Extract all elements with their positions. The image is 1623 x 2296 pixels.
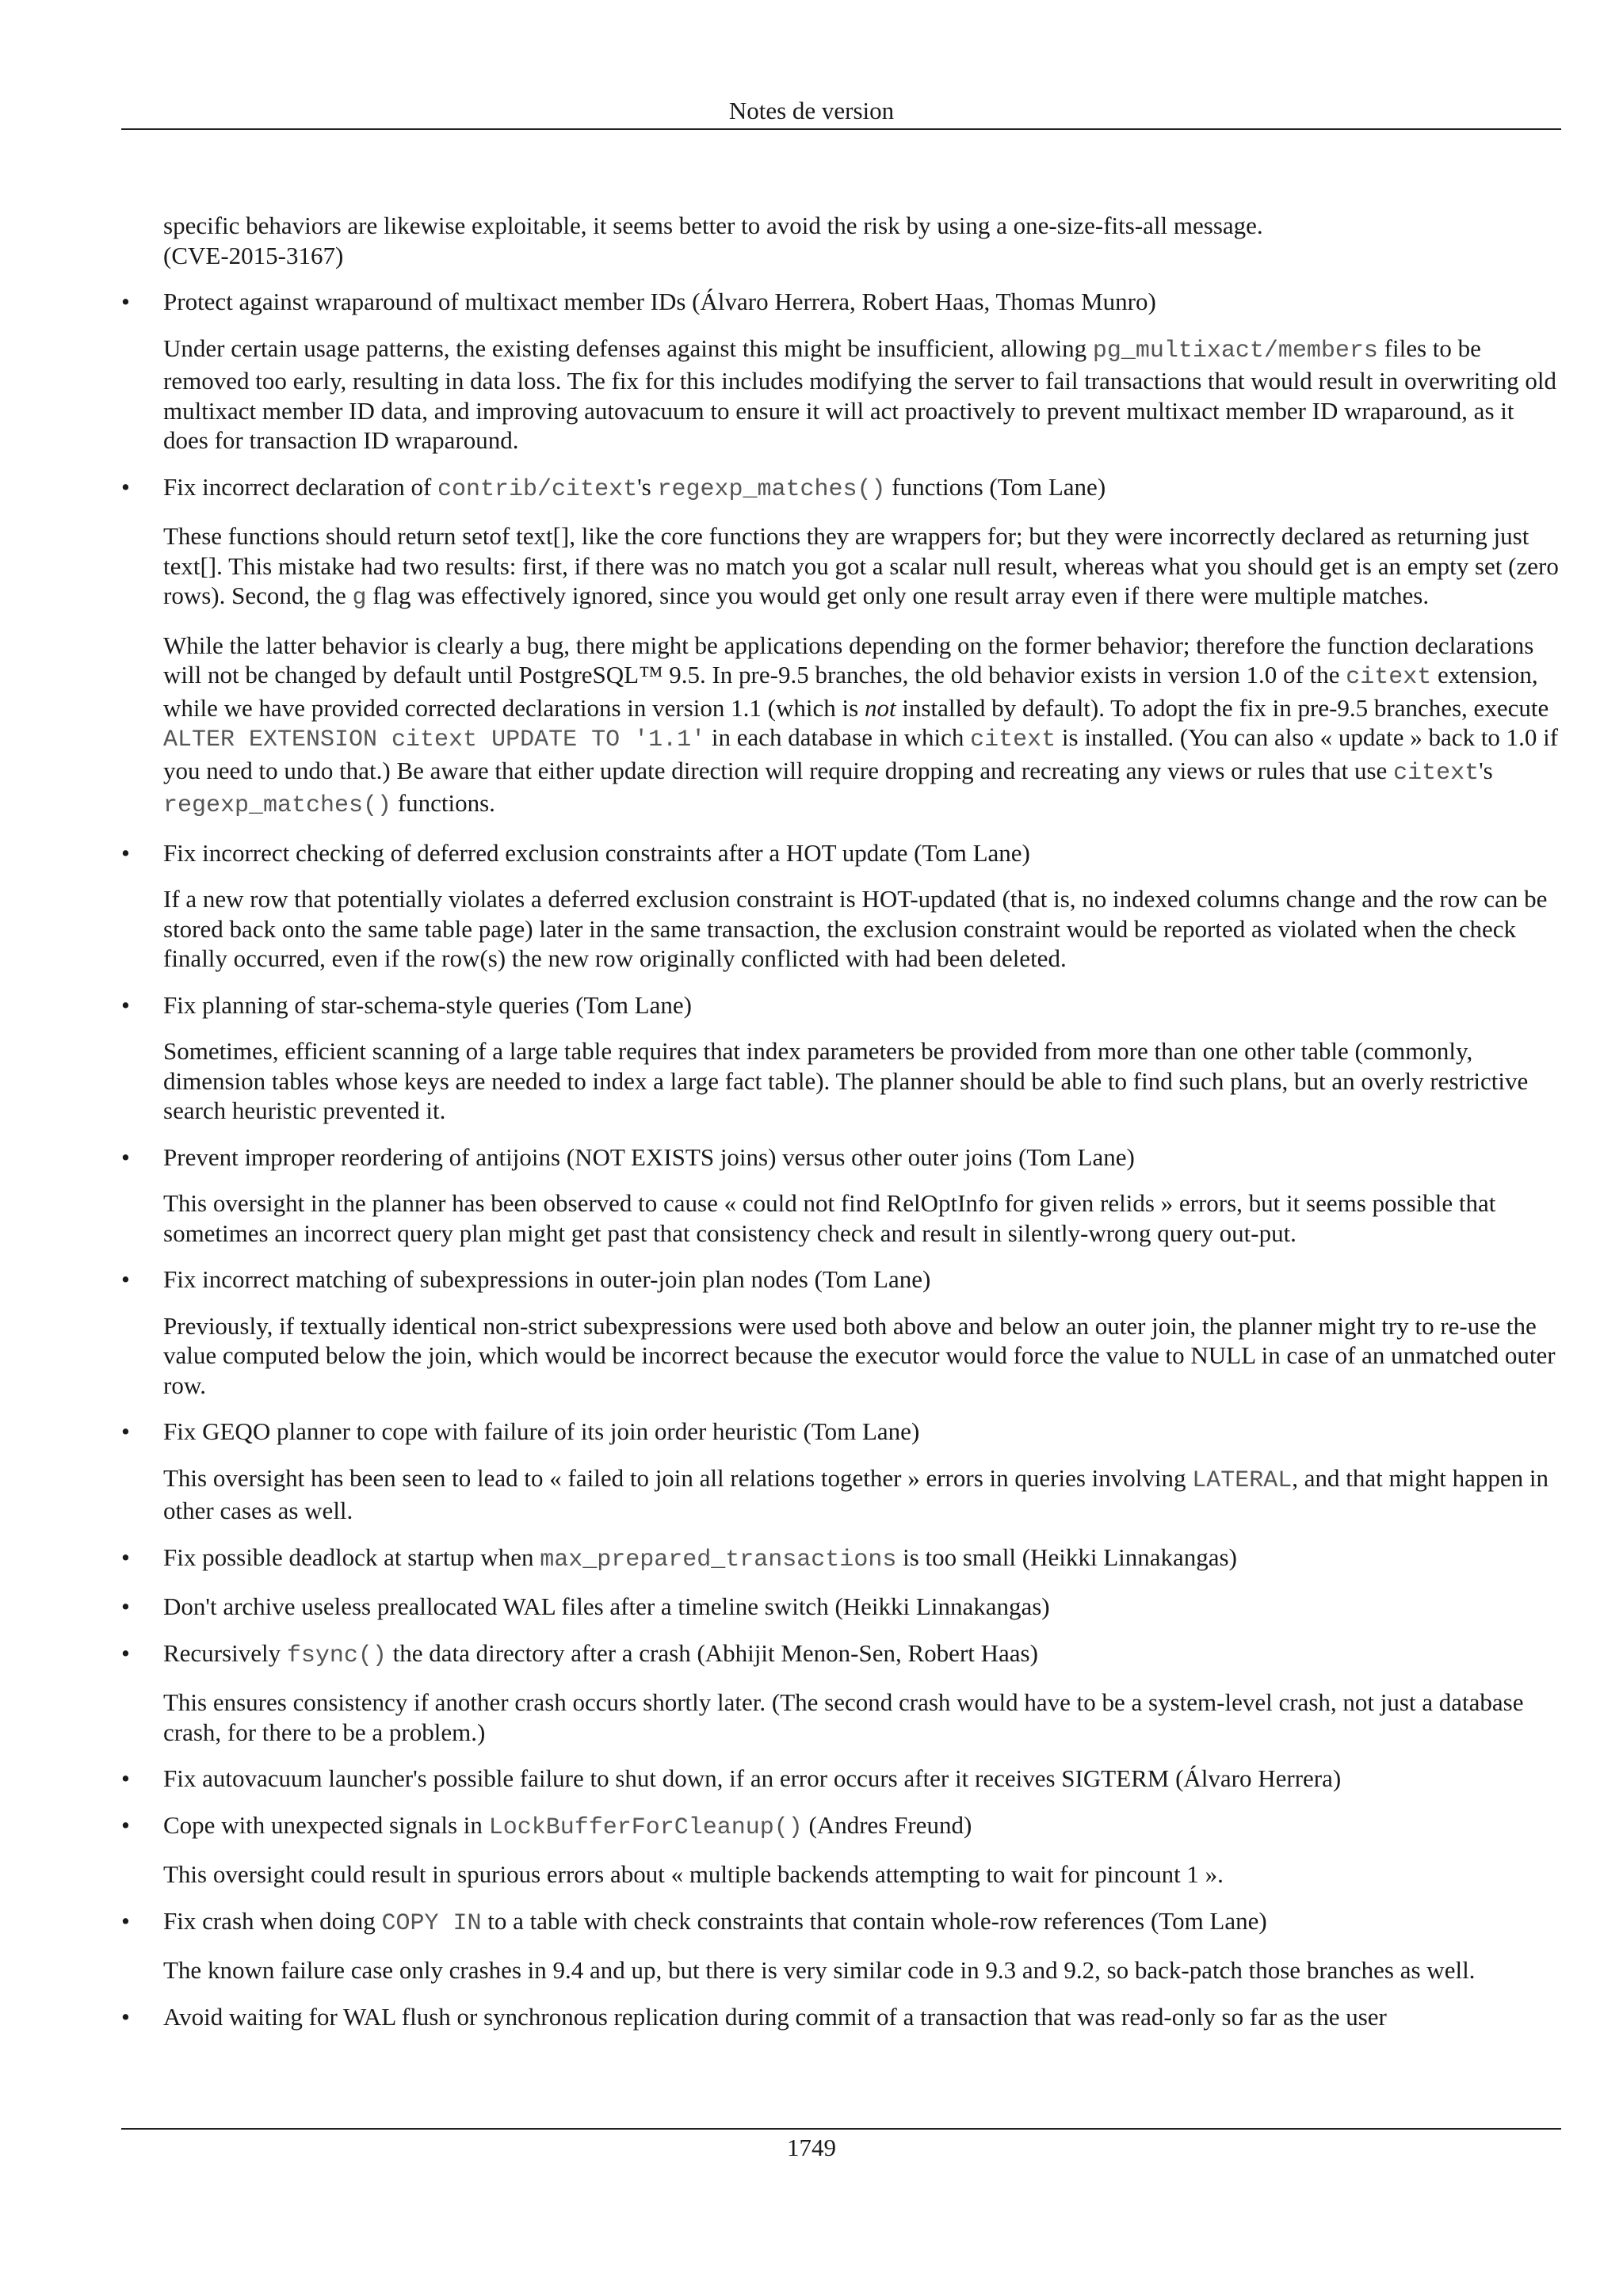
list-item-antijoins bbox=[121, 1142, 1561, 1249]
item-description: The known failure case only crashes in 9.4 and up, but there is very similar code in 9.3 and 9.2, so back-patch those branches as well. bbox=[163, 1956, 1476, 1984]
item-title: Prevent improper reordering of antijoins (NOT EXISTS joins) versus other outer joins (Tom Lane) bbox=[163, 1142, 1135, 1171]
bullet-icon: • bbox=[121, 288, 130, 315]
page-header-title: Notes de version bbox=[728, 97, 895, 124]
release-notes-body bbox=[121, 211, 1561, 2048]
bullet-icon: • bbox=[121, 1265, 130, 1293]
code-sql-command: ALTER EXTENSION citext UPDATE TO '1.1' bbox=[163, 727, 706, 753]
bullet-icon: • bbox=[121, 1142, 130, 1171]
bullet-icon: • bbox=[121, 1638, 130, 1667]
code-extension: citext bbox=[970, 727, 1056, 753]
code-function: regexp_matches() bbox=[163, 792, 392, 819]
bullet-icon: • bbox=[121, 838, 130, 867]
list-item-wal-archive bbox=[121, 1592, 1561, 1622]
list-item-star-schema bbox=[121, 990, 1561, 1126]
bullet-icon: • bbox=[121, 1592, 130, 1620]
bullet-icon: • bbox=[121, 1810, 130, 1839]
code-extension: citext bbox=[1393, 759, 1480, 787]
item-title: Cope with unexpected signals in LockBufferForCleanup() (Andres Freund) bbox=[163, 1810, 972, 1841]
code-flag: g bbox=[352, 585, 367, 612]
item-title: Fix incorrect checking of deferred exclusion constraints after a HOT update (Tom Lane) bbox=[163, 838, 1030, 867]
item-description: This oversight in the planner has been observed to cause « could not find RelOptInfo for given relids » errors, but it seems possible that sometimes an incorrect query plan might get past that consistency check and result in silently-wrong query out-put. bbox=[163, 1189, 1496, 1247]
cve-reference: (CVE-2015-3167) bbox=[163, 241, 344, 269]
item-title: Protect against wraparound of multixact member IDs (Álvaro Herrera, Robert Haas, Thomas Munro) bbox=[163, 288, 1156, 315]
list-item-subexpressions bbox=[121, 1264, 1561, 1400]
item-description: This ensures consistency if another crash occurs shortly later. (The second crash would have to be a system-level crash, not just a database crash, for there to be a problem.) bbox=[163, 1688, 1524, 1746]
bullet-icon: • bbox=[121, 1764, 130, 1792]
code-module: contrib/citext bbox=[437, 475, 638, 503]
bullet-icon: • bbox=[121, 990, 130, 1019]
item-title: Fix planning of star-schema-style queries (Tom Lane) bbox=[163, 990, 692, 1019]
intro-paragraph bbox=[121, 211, 1561, 270]
code-keyword: LATERAL bbox=[1192, 1466, 1293, 1494]
list-item-citext-regexp bbox=[121, 472, 1561, 822]
item-description: This oversight could result in spurious errors about « multiple backends attempting to wait for pincount 1 ». bbox=[163, 1860, 1224, 1888]
code-path: pg_multixact/members bbox=[1092, 337, 1378, 364]
code-function: fsync() bbox=[286, 1642, 387, 1669]
page-number: 1749 bbox=[787, 2134, 836, 2161]
code-setting: max_prepared_transactions bbox=[540, 1546, 897, 1573]
header-rule bbox=[121, 128, 1561, 130]
footer-rule bbox=[121, 2128, 1561, 2130]
bullet-icon: • bbox=[121, 472, 130, 501]
code-command: COPY IN bbox=[381, 1909, 482, 1937]
item-title: Fix incorrect declaration of contrib/citext's regexp_matches() functions (Tom Lane) bbox=[163, 472, 1106, 503]
bullet-icon: • bbox=[121, 1417, 130, 1445]
bullet-icon: • bbox=[121, 1543, 130, 1571]
item-description: This oversight has been seen to lead to « failed to join all relations together » errors in queries involving LATERAL, and that might happen in other cases as well. bbox=[163, 1463, 1549, 1524]
list-item-fsync bbox=[121, 1638, 1561, 1748]
code-function: LockBufferForCleanup() bbox=[488, 1814, 803, 1841]
item-title: Fix autovacuum launcher's possible failure to shut down, if an error occurs after it receives SIGTERM (Álvaro Herrera) bbox=[163, 1764, 1342, 1792]
list-item-multixact-wraparound bbox=[121, 287, 1561, 456]
code-function: regexp_matches() bbox=[657, 475, 886, 503]
item-title: Recursively fsync() the data directory after a crash (Abhijit Menon-Sen, Robert Haas) bbox=[163, 1638, 1038, 1669]
item-title: Avoid waiting for WAL flush or synchronous replication during commit of a transaction that was read-only so far as the user bbox=[163, 2002, 1387, 2031]
item-title: Fix incorrect matching of subexpressions in outer-join plan nodes (Tom Lane) bbox=[163, 1265, 931, 1293]
list-item-copy-in bbox=[121, 1906, 1561, 1985]
item-description: While the latter behavior is clearly a bug, there might be applications depending on the former behavior; therefore the function declarations will not be changed by default until PostgreSQL™ 9.5. In pre-9.5 branches, the old behavior exists in version 1.0 of the citext extension, while we have provided corrected declarations in version 1.1 (which is not installed by default). To adopt the fix in pre-9.5 branches, execute ALTER EXTENSION citext UPDATE TO '1.1' in each database in which citext is installed. (You can also « update » back to 1.0 if you need to undo that.) Be aware that either update direction will require dropping and recreating any views or rules that use citext's regexp_matches() functions. bbox=[163, 631, 1559, 819]
item-description: These functions should return setof text[], like the core functions they are wrappers for; but they were incorrectly declared as returning just text[]. This mistake had two results: first, if there was no match you got a scalar null result, whereas what you should get is an empty set (zero rows). Second, the g flag was effectively ignored, since you would get only one result array even if there were multiple matches. bbox=[163, 522, 1559, 612]
list-item-deadlock bbox=[121, 1543, 1561, 1576]
code-extension: citext bbox=[1346, 664, 1432, 691]
item-description: Previously, if textually identical non-strict subexpressions were used both above and below an outer join, the planner might try to re-use the value computed below the join, which would be incorrect because the executor would force the value to NULL in case of an unmatched outer row. bbox=[163, 1311, 1556, 1399]
item-title: Fix crash when doing COPY IN to a table with check constraints that contain whole-row references (Tom Lane) bbox=[163, 1906, 1267, 1937]
list-item-lockbuffer bbox=[121, 1810, 1561, 1890]
list-item-geqo bbox=[121, 1417, 1561, 1526]
bullet-icon: • bbox=[121, 2002, 130, 2031]
item-title: Don't archive useless preallocated WAL files after a timeline switch (Heikki Linnakangas) bbox=[163, 1592, 1050, 1620]
list-item-wal-flush bbox=[121, 2002, 1561, 2032]
bullet-icon: • bbox=[121, 1906, 130, 1935]
item-description: Under certain usage patterns, the existing defenses against this might be insufficient, allowing pg_multixact/members files to be removed too early, resulting in data loss. The fix for this includes modifying the server to fail transactions that would result in overwriting old multixact member ID data, and improving autovacuum to ensure it will act proactively to prevent multixact member ID wraparound, as it does for transaction ID wraparound. bbox=[163, 334, 1557, 454]
item-description: Sometimes, efficient scanning of a large table requires that index parameters be provided from more than one other table (commonly, dimension tables whose keys are needed to index a large fact table). The planner should be able to find such plans, but an overly restrictive search heuristic prevented it. bbox=[163, 1037, 1529, 1124]
intro-text: specific behaviors are likewise exploitable, it seems better to avoid the risk by using a one-size-fits-all message. bbox=[163, 212, 1263, 239]
list-item-autovacuum bbox=[121, 1764, 1561, 1794]
item-description: If a new row that potentially violates a deferred exclusion constraint is HOT-updated (that is, no indexed columns change and the row can be stored back onto the same table page) later in the same transaction, the exclusion constraint would be reported as violated when the check finally occurred, even if the row(s) the new row originally conflicted with had been deleted. bbox=[163, 885, 1548, 972]
item-title: Fix GEQO planner to cope with failure of its join order heuristic (Tom Lane) bbox=[163, 1417, 920, 1445]
emphasis-not: not bbox=[864, 693, 896, 722]
item-title: Fix possible deadlock at startup when max_prepared_transactions is too small (Heikki Linnakangas) bbox=[163, 1543, 1237, 1573]
list-item-deferred-exclusion bbox=[121, 838, 1561, 974]
